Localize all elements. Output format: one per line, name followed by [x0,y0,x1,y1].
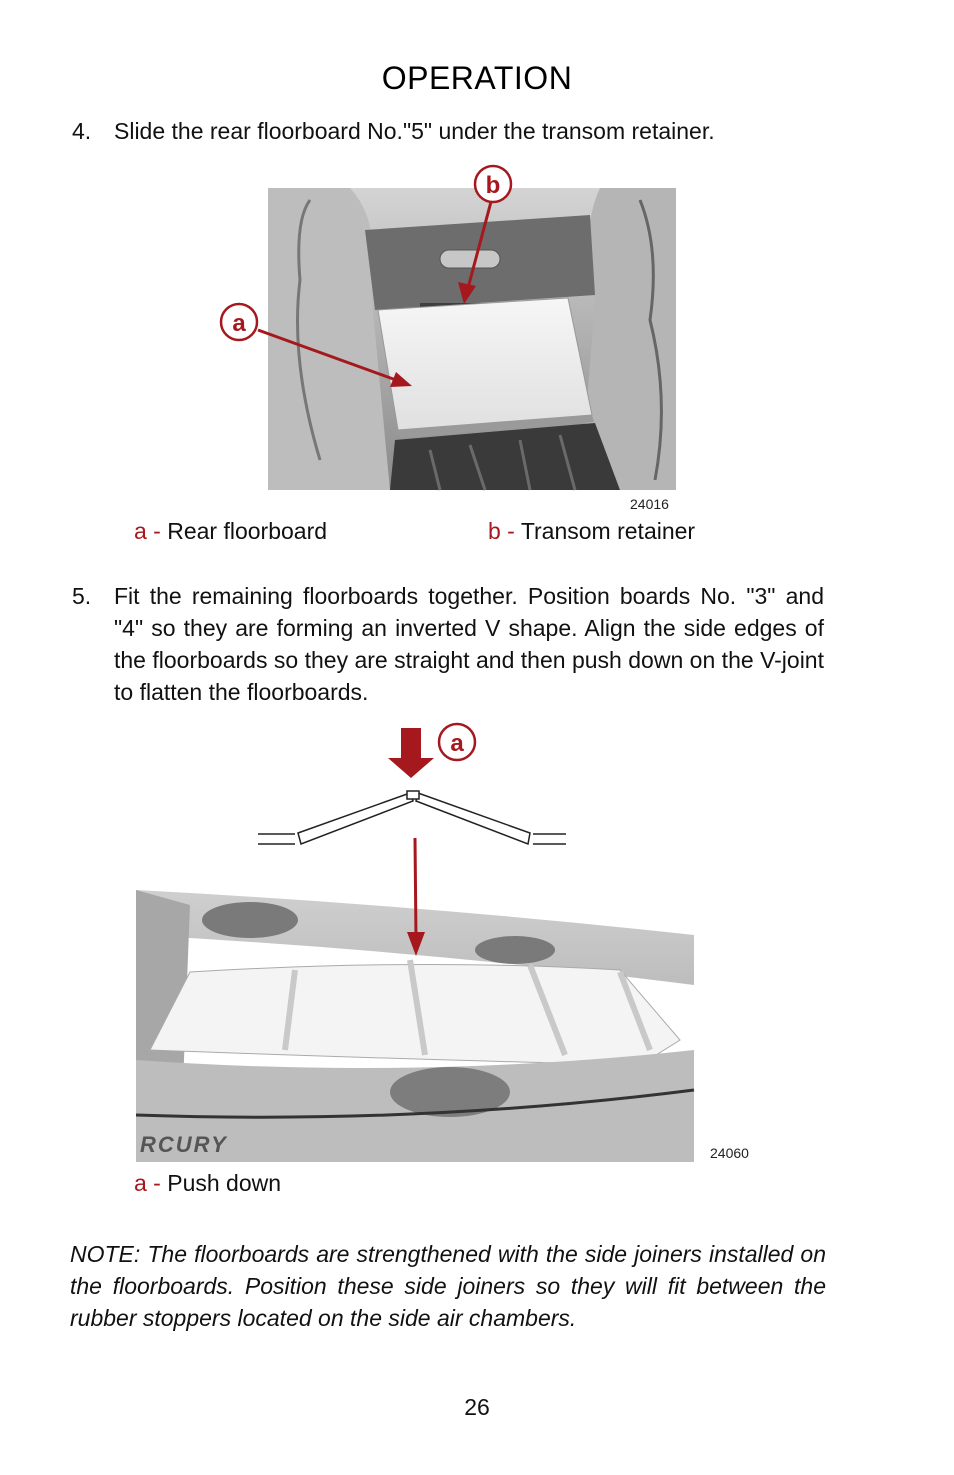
note-block [70,1238,826,1334]
legend-item [134,1170,281,1197]
legend-label: Rear floorboard [167,518,328,544]
callout-a-label: a [450,730,464,757]
legend-item [134,518,327,545]
step-number: 4. [72,118,92,144]
figure-rear-floorboard [200,160,720,520]
legend-item [488,518,695,545]
callout-b-label: b [485,172,501,199]
legend-label: Transom retainer [520,518,696,544]
note-label: NOTE: [70,1241,141,1267]
figure-number: 24016 [630,496,669,512]
page-title: OPERATION [381,60,573,96]
push-down-arrow [388,728,434,778]
legend-key: a - [134,1170,161,1196]
step-number: 5. [72,583,92,609]
legend-key: b - [488,518,515,544]
rear-floorboard-shape [378,298,592,430]
push-point-arrow [415,838,416,938]
step-4 [72,115,832,147]
brand-text: RCURY [140,1132,228,1157]
figure-number: 24060 [710,1145,749,1161]
callout-a-label: a [232,310,246,337]
step-text: Fit the remaining floorboards together. Position boards No. "3" and "4" so they are forming an inverted V shape. Align the side edges of the floorboards so they are straight and then push down on the V-joint to flatten the floorboards. [114,583,824,705]
legend-label: Push down [167,1170,282,1196]
inverted-v-diagram [258,791,566,844]
note-text: The floorboards are strengthened with the side joiners installed on the floorboards. Position these side joiners so they will fit between the rubber stoppers located on the side air chambers. [70,1241,827,1331]
legend-key: a - [134,518,161,544]
step-text: Slide the rear floorboard No."5" under the transom retainer. [114,118,715,144]
transom-plate [440,250,500,268]
figure-push-down [120,720,720,1170]
page-number: 26 [464,1394,490,1420]
step-5 [72,580,826,710]
